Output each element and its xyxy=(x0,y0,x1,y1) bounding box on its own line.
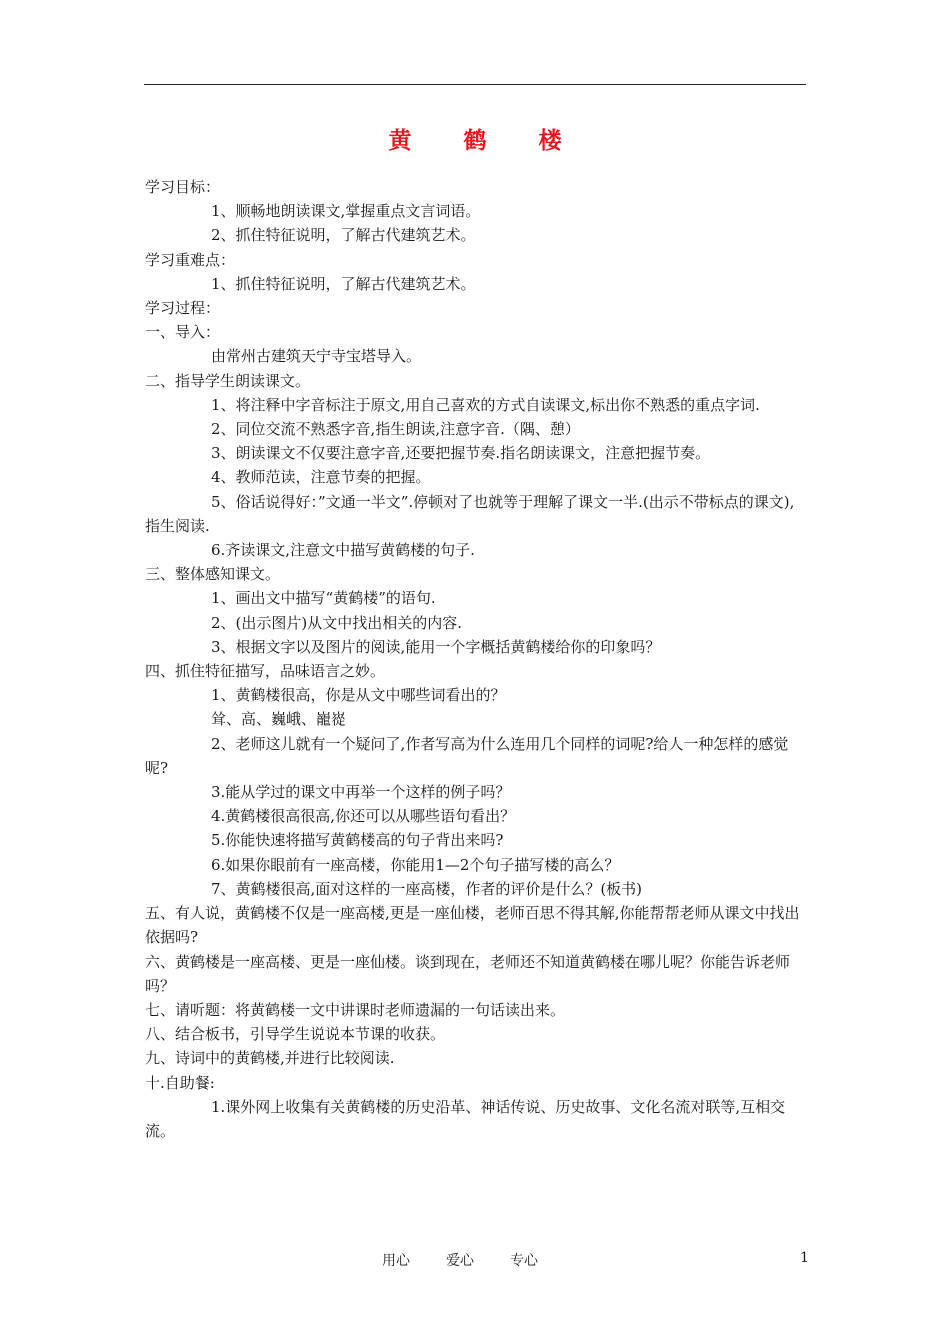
section-item: 7、黄鹤楼很高,面对这样的一座高楼，作者的评价是什么？(板书) xyxy=(211,879,643,898)
section-heading: 二、指导学生朗读课文。 xyxy=(145,371,311,390)
goal-item: 2、抓住特征说明，了解古代建筑艺术。 xyxy=(211,226,476,245)
section-item: 2、同位交流不熟悉字音,指生朗读,注意字音.（隅、憩） xyxy=(211,420,580,439)
section-item: 3、朗读课文不仅要注意字音,还要把握节奏.指名朗读课文，注意把握节奏。 xyxy=(211,444,711,463)
process-label: 学习过程： xyxy=(145,299,221,318)
section-item: 耸、高、巍峨、巃嵸 xyxy=(211,710,347,729)
footer-motto-item: 专心 xyxy=(510,1253,538,1269)
section-item-text: 由常州古建筑天宁寺宝塔导入。 xyxy=(211,347,422,366)
footer-motto-item: 爱心 xyxy=(446,1253,474,1269)
page-number: 1 xyxy=(800,1250,809,1266)
section-item: 1、画出文中描写“黄鹤楼”的语句. xyxy=(211,589,436,608)
key-points-label: 学习重难点： xyxy=(145,250,236,269)
key-point-item: 1、抓住特征说明，了解古代建筑艺术。 xyxy=(211,274,476,293)
section-heading: 六、黄鹤楼是一座高楼、更是一座仙楼。谈到现在，老师还不知道黄鹤楼在哪儿呢？你能告诉老师吗？ xyxy=(145,952,791,995)
section-item: 1.课外网上收集有关黄鹤楼的历史沿革、神话传说、历史故事、文化名流对联等,互相交流。 xyxy=(145,1097,786,1140)
section-item: 3.能从学过的课文中再举一个这样的例子吗？ xyxy=(211,783,511,802)
section-heading: 一、导入： xyxy=(145,323,221,342)
section-item: 1、黄鹤楼很高，你是从文中哪些词看出的？ xyxy=(211,686,506,705)
section-heading: 八、结合板书，引导学生说说本节课的收获。 xyxy=(145,1025,446,1044)
section-heading: 五、有人说，黄鹤楼不仅是一座高楼,更是一座仙楼，老师百思不得其解,你能帮帮老师从课文中找出依据吗? xyxy=(145,904,800,947)
section-item: 3、根据文字以及图片的阅读,能用一个字概括黄鹤楼给你的印象吗？ xyxy=(211,637,661,656)
section-heading: 三、整体感知课文。 xyxy=(145,565,281,584)
section-item: 5、俗话说得好：”文通一半文”.停顿对了也就等于理解了课文一半.(出示不带标点的课文),指生阅读. xyxy=(145,492,795,535)
section-item: 4.黄鹤楼很高很高,你还可以从哪些语句看出？ xyxy=(211,807,516,826)
section-item: 6.齐读课文,注意文中描写黄鹤楼的句子. xyxy=(211,541,475,560)
document-body xyxy=(145,175,808,1143)
header-rule xyxy=(144,84,806,85)
section-item: 6.如果你眼前有一座高楼，你能用1—2个句子描写楼的高么？ xyxy=(211,855,620,874)
footer-motto-item: 用心 xyxy=(382,1253,410,1269)
footer-motto xyxy=(382,1250,538,1270)
section-item: 5.你能快速将描写黄鹤楼高的句子背出来吗? xyxy=(211,831,504,850)
document-title: 黄鹤楼 xyxy=(388,127,614,154)
section-heading: 九、诗词中的黄鹤楼,并进行比较阅读. xyxy=(145,1049,395,1068)
section-item: 4、教师范读，注意节奏的把握。 xyxy=(211,468,431,487)
section-heading: 七、请听题：将黄鹤楼一文中讲课时老师遗漏的一句话读出来。 xyxy=(145,1000,566,1019)
section-heading: 十.自助餐: xyxy=(145,1073,215,1092)
goals-label: 学习目标： xyxy=(145,178,221,196)
section-item: 2、(出示图片)从文中找出相关的内容. xyxy=(211,613,463,632)
section-item: 2、老师这儿就有一个疑问了,作者写高为什么连用几个同样的词呢?给人一种怎样的感觉呢? xyxy=(145,734,789,777)
section-item xyxy=(145,344,808,368)
goal-item: 1、顺畅地朗读课文,掌握重点文言词语。 xyxy=(211,202,481,221)
section-item: 1、将注释中字音标注于原文,用自己喜欢的方式自读课文,标出你不熟悉的重点字词. xyxy=(211,395,760,414)
section-heading: 四、抓住特征描写，品味语言之妙。 xyxy=(145,662,386,681)
